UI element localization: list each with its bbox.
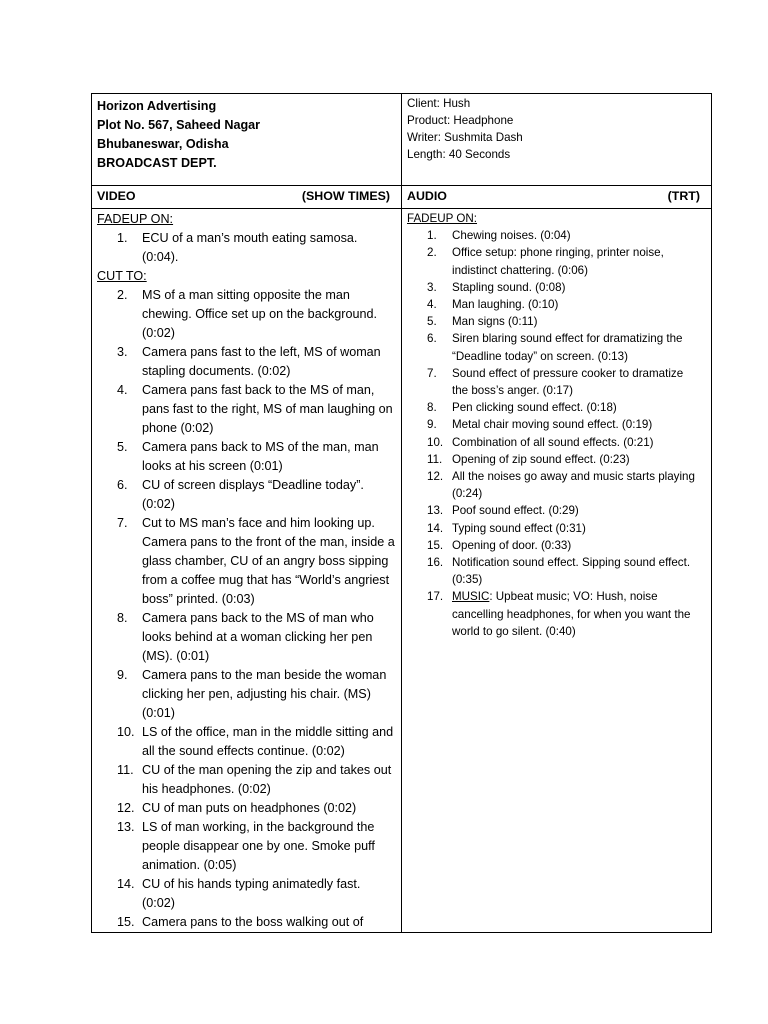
list-item: 6. CU of screen displays “Deadline today”. (0:02) bbox=[117, 478, 364, 511]
list-item: 12. All the noises go away and music starts playing (0:24) bbox=[427, 470, 695, 501]
list-item: 8. Pen clicking sound effect. (0:18) bbox=[427, 401, 617, 415]
length-line: Length: 40 Seconds bbox=[407, 148, 511, 161]
agency-city: Bhubaneswar, Odisha bbox=[97, 137, 229, 151]
audio-label: AUDIO bbox=[407, 189, 447, 203]
list-item: 9. Metal chair moving sound effect. (0:19) bbox=[427, 418, 653, 432]
list-item: 13. Poof sound effect. (0:29) bbox=[427, 504, 579, 518]
list-item: 11. CU of the man opening the zip and takes out his headphones. (0:02) bbox=[117, 763, 392, 796]
trt-label: (TRT) bbox=[667, 189, 700, 203]
list-item: 13. LS of man working, in the background the people disappear one by one. Smoke puff animation. (0:05) bbox=[117, 820, 375, 872]
list-item: 3. Camera pans fast to the left, MS of woman stapling documents. (0:02) bbox=[117, 345, 381, 378]
list-item: 5. Man signs (0:11) bbox=[427, 315, 538, 329]
list-item: 15. Camera pans to the boss walking out of bbox=[117, 915, 364, 929]
list-item: 2. MS of a man sitting opposite the man chewing. Office set up on the background. (0:02) bbox=[117, 288, 378, 340]
client-info-cell bbox=[402, 94, 712, 186]
audio-cue-list bbox=[407, 227, 706, 588]
audio-fadeup-heading: FADEUP ON: bbox=[407, 212, 478, 225]
list-item: 7. Sound effect of pressure cooker to dramatize the boss’s anger. (0:17) bbox=[427, 366, 684, 398]
list-item: 10. Combination of all sound effects. (0:21) bbox=[427, 435, 654, 449]
writer-line: Writer: Sushmita Dash bbox=[407, 131, 523, 144]
list-item: 17. MUSIC: Upbeat music; VO: Hush, noise cancelling headphones, for when you want the world to go silent. (0:40) bbox=[427, 590, 691, 638]
list-item: 16. Notification sound effect. Sipping sound effect. (0:35) bbox=[427, 556, 691, 587]
list-item: 5. Camera pans back to MS of the man, man looks at his screen (0:01) bbox=[117, 440, 379, 473]
list-item: 14. CU of his hands typing animatedly fast. (0:02) bbox=[117, 877, 361, 910]
video-column-header bbox=[92, 186, 402, 209]
list-item: 7. Cut to MS man’s face and him looking up. Camera pans to the front of the man, inside a glass chamber, CU of an angry boss sipping from a coffee mug that has “World’s angriest boss” printed. (0:03) bbox=[117, 516, 395, 606]
list-item: 1. Chewing noises. (0:04) bbox=[427, 229, 571, 243]
list-item: 4. Man laughing. (0:10) bbox=[427, 298, 559, 312]
client-line: Client: Hush bbox=[407, 97, 471, 110]
list-item: 12. CU of man puts on headphones (0:02) bbox=[117, 801, 357, 815]
video-shot-list-first bbox=[97, 229, 396, 267]
list-item: 3. Stapling sound. (0:08) bbox=[427, 280, 566, 294]
audio-cue-list-music bbox=[407, 588, 706, 640]
list-item: 2. Office setup: phone ringing, printer noise, indistinct chattering. (0:06) bbox=[427, 246, 664, 277]
video-cutto-heading: CUT TO: bbox=[97, 269, 147, 283]
music-label: MUSIC bbox=[452, 590, 490, 604]
video-label: VIDEO bbox=[97, 189, 136, 203]
show-times-label: (SHOW TIMES) bbox=[301, 189, 390, 203]
list-item: 11. Opening of zip sound effect. (0:23) bbox=[427, 452, 630, 466]
audio-column bbox=[402, 209, 712, 933]
broadcast-script-table bbox=[91, 93, 712, 933]
list-item: 9. Camera pans to the man beside the woman clicking her pen, adjusting his chair. (MS) (0:01) bbox=[117, 668, 387, 720]
agency-info-cell bbox=[92, 94, 402, 186]
list-item: 8. Camera pans back to the MS of man who looks behind at a woman clicking her pen (MS). (0:01) bbox=[117, 611, 374, 663]
video-shot-list bbox=[97, 286, 396, 932]
list-item: 1. ECU of a man’s mouth eating samosa. (0:04). bbox=[117, 231, 358, 264]
audio-column-header bbox=[402, 186, 712, 209]
agency-address: Plot No. 567, Saheed Nagar bbox=[97, 118, 261, 132]
video-fadeup-heading: FADEUP ON: bbox=[97, 212, 174, 226]
video-column bbox=[92, 209, 402, 933]
list-item: 15. Opening of door. (0:33) bbox=[427, 538, 572, 552]
list-item: 6. Siren blaring sound effect for dramatizing the “Deadline today” on screen. (0:13) bbox=[427, 332, 683, 363]
list-item: 14. Typing sound effect (0:31) bbox=[427, 521, 586, 535]
agency-name: Horizon Advertising bbox=[97, 99, 217, 113]
agency-dept: BROADCAST DEPT. bbox=[97, 156, 217, 170]
list-item: 4. Camera pans fast back to the MS of man, pans fast to the right, MS of man laughing on phone (0:02) bbox=[117, 383, 393, 435]
product-line: Product: Headphone bbox=[407, 114, 514, 127]
list-item: 10. LS of the office, man in the middle sitting and all the sound effects continue. (0:02) bbox=[117, 725, 394, 758]
